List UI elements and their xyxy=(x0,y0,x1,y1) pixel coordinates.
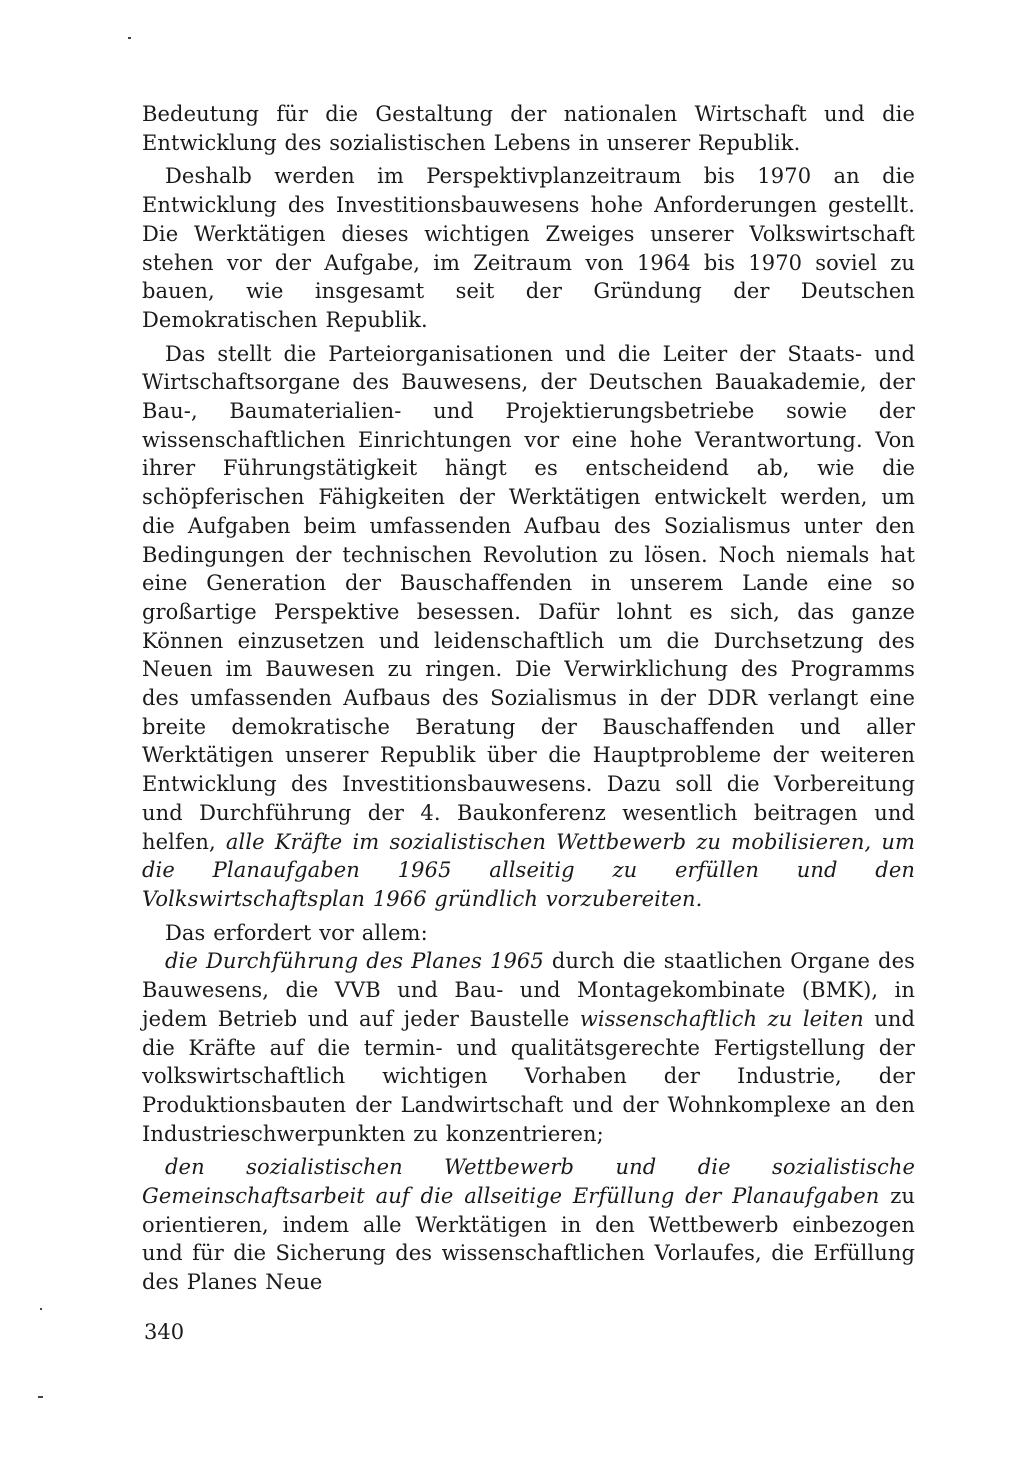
emphasized-text: die Durchführung des Planes 1965 xyxy=(165,949,544,974)
scan-speck xyxy=(38,1396,43,1398)
paragraph xyxy=(142,947,915,1148)
paragraph xyxy=(142,162,915,334)
scan-speck xyxy=(128,37,131,39)
emphasized-text: wissenschaftlich zu leiten xyxy=(579,1006,864,1031)
paragraph xyxy=(142,100,915,157)
paragraph xyxy=(142,1153,915,1297)
text-run: und die Kräfte auf die termin- und qualitätsgerechte Fertigstellung der volkswirtschaftlich wichtigen Vorhaben der Industrie, der Produktionsbauten der Landwirtschaft und der Wohnkomplexe an den Industrieschwerpunkten zu konzentrieren; xyxy=(142,1006,915,1146)
emphasized-text: den sozialistischen Wettbewerb und die sozialistische Gemeinschaftsarbeit auf die allseitige Erfüllung der Planaufgaben xyxy=(142,1155,915,1209)
text-run: Bedeutung für die Gestaltung der nationalen Wirtschaft und die Entwicklung des sozialistischen Lebens in unserer Republik. xyxy=(142,102,915,155)
text-run: Das stellt die Parteiorganisationen und die Leiter der Staats- und Wirtschaftsorgane des Bauwesens, der Deutschen Bauakademie, der Bau-, Baumaterialien- und Projektierungsbetriebe sowie der wissenschaftlichen Einrichtungen vor eine hohe Verantwortung. Von ihrer Führungstätigkeit hängt es entscheidend ab, wie die schöpferischen Fähigkeiten der Werktätigen entwickelt werden, um die Aufgaben beim umfassenden Aufbau des Sozialismus unter den Bedingungen der technischen Revolution zu lösen. Noch niemals hat eine Generation der Bauschaffenden in unserem Lande eine so großartige Perspektive besessen. Dafür lohnt es sich, das ganze Können einzusetzen und leidenschaftlich um die Durchsetzung des Neuen im Bauwesen zu ringen. Die Verwirklichung des Programms des umfassenden Aufbaus des Sozialismus in der DDR verlangt eine breite demokratische Beratung der Bauschaffenden und aller Werktätigen unserer Republik über die Hauptprobleme der weiteren Entwicklung des Investitionsbauwesens. Dazu soll die Vorbereitung und Durchführung der 4. Baukonferenz wesentlich beitragen und helfen, xyxy=(142,341,915,854)
text-run: Deshalb werden im Perspektivplanzeitraum bis 1970 an die Entwicklung des Investitionsbauwesens hohe Anforderungen gestellt. Die Werktätigen dieses wichtigen Zweiges unserer Volkswirtschaft stehen vor der Aufgabe, im Zeitraum von 1964 bis 1970 soviel zu bauen, wie insgesamt seit der Gründung der Deutschen Demokratischen Republik. xyxy=(142,164,915,332)
scan-speck xyxy=(40,1308,42,1310)
paragraph xyxy=(142,919,915,948)
text-run: zu orientieren, indem alle Werktätigen in den Wettbewerb einbezogen und für die Sicherung des wissenschaftlichen Vorlaufes, die Erfüllung des Planes Neue xyxy=(142,1184,915,1295)
paragraph xyxy=(142,340,915,914)
body-text xyxy=(142,100,915,1297)
page-number: 340 xyxy=(144,1320,185,1344)
emphasized-text: alle Kräfte im sozialistischen Wettbewerb zu mobilisieren, um die Planaufgaben 1965 allseitig zu erfüllen und den Volkswirtschaftsplan 1966 gründlich vorzubereiten. xyxy=(142,829,915,911)
text-run: Das erfordert vor allem: xyxy=(165,920,428,945)
text-run: durch die staatlichen Organe des Bauwesens, die VVB und Bau- und Montagekombinate (BMK), in jedem Betrieb und auf jeder Baustelle xyxy=(142,949,915,1031)
